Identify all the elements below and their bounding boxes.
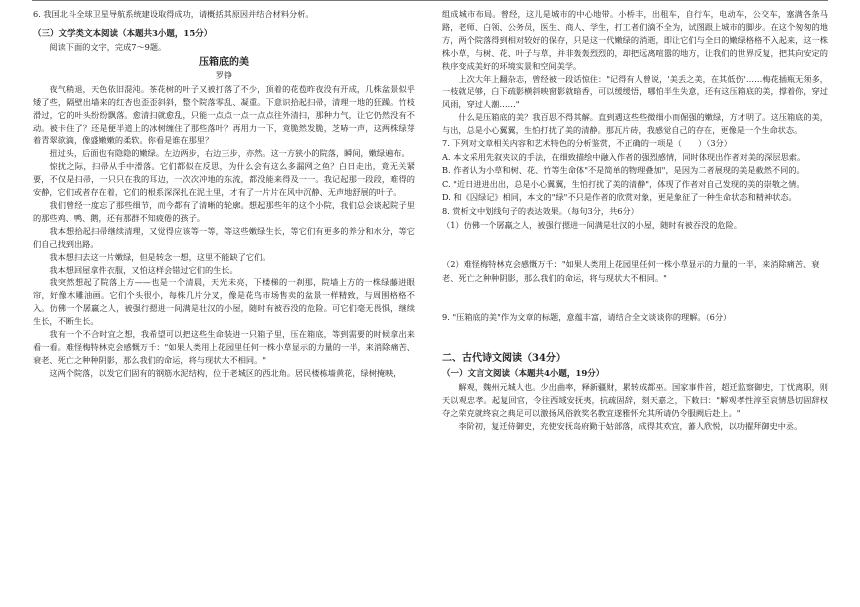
part-2-heading: 二、古代诗文阅读（34分） bbox=[442, 353, 566, 364]
instruction: 阅读下面的文字，完成7～9题。 bbox=[49, 41, 167, 52]
question-8: 8. 赏析文中划线句子的表达效果。（每句3分，共6分） bbox=[442, 206, 639, 217]
question-9: 9. "压箱底的美"作为文章的标题，意蕴丰富，请结合全文谈谈你的理解。（6分） bbox=[442, 312, 732, 323]
option-a: A. 本文采用先叙夹议的手法，在细致描绘中融入作者的强烈感情，同时体现出作者对美的深层思索。 bbox=[442, 151, 806, 162]
subsection-heading: （一）文言文阅读（本题共4小题，19分） bbox=[442, 369, 605, 379]
paragraph: 我突然想起了院落上方——也是一个清晨，天光未亮，下楼梯的一刹那，院墙上方的一株绿藤进眼帘，好像木雕油画。它们个头很小，每株几片分叉，像是花鸟市场售卖的盆景一样精致，与周围格格不入。仿佛一个孱羸之人，被强行摁进一间满是壮汉的小屋，随时有被吞没的危险。可它们毫无畏惧，继续生长，不断生长。 bbox=[33, 277, 415, 327]
paragraph: 什么是压箱底的美？我百思不得其解。直到遇这些些微细小而倔强的嫩绿，方才明了。这压箱底的美，与出，总是小心翼翼，生怕打扰了美的清静。那瓦片砖，我感觉自己的存在，更像是一个生命状态。 bbox=[442, 112, 828, 136]
paragraph: 组成城市布局。曾经，这儿是城市的中心地带。小桥丰，出租车，自行车，电动车，公交车，塞满各条马路，老师、白领、公务员，医生、商人、学生，打工者们滴不全为，试图跟上城市的脚步。在这个匆匆的地方，两个院落得到相对较好的保存，只是这一代嫩绿的消逝，即让它们与全日的嫩绿格格不入起来，这一株株小草，与树、花、叶子与草，并非轰轰烈烈的，却把远离喧嚣的地方，让我们的世界反复，把其向安定的秩序变成美好的环境实景和空间美学。 bbox=[442, 9, 828, 71]
paragraph: 我们曾经一度忘了那些细节，而今都有了清晰的轮廓。想起那些年的这个小院，我们总会谈起院子里的那些鸡、鸭、鹅，还有那群不知疲倦的孩子。 bbox=[33, 199, 415, 223]
top-rule bbox=[32, 0, 828, 1]
section-heading: （三）文学类文本阅读（本题共3小题，15分） bbox=[33, 28, 213, 39]
paragraph: 上次大年上翻杂志，曾经被一段话惊住："记得有人曾说，'美丢之美，在其低伤'……梅花插瓶无须多，一枝就足够，白下疏影横斜映窗影就暗香，可以缓缓悟，哪怕半生失意，还有这压箱底的美，撑着你，穿过风雨，穿过人潮……" bbox=[442, 73, 828, 110]
right-column bbox=[442, 8, 828, 603]
paragraph: 我本想拾起扫帚继续清理，又觉得应该等一等，等这些嫩绿生长，等它们有更多的养分和水分，等它们自己找到出路。 bbox=[33, 225, 415, 249]
classical-paragraph: 李阶初，复迁侍御史，充使安抚岛府勤于姑部落，成得其欢宜，蕃人欣悦，以功擢拜御史中丞。 bbox=[458, 420, 803, 431]
question-6: 6. 我国北斗全球卫星导航系统建设取得成功，请概括其原因并结合材料分析。 bbox=[33, 9, 314, 19]
paragraph: 夜气稍退，天色依旧混沌。茶花树的叶子又被打落了不少，顶着的花苞昨夜没有开成，几株盆景似乎矮了些，隔壁出墙来的红杏也歪歪斜斜，整个院落零乱、凝重。下意识拾起扫帚，清理一地的狂躁。竹枝滑过，它的叶头纷纷飘落。愈清扫就愈乱，只能一点点一点一点点往外清扫，那种力气，让它仍然没有不动。被卡住了？还是便半道上的冰树缠住了那些落叶？再用力一下，竟脆然发脆，芝哧一声，这两株绿芽着青翠欲滴，像盛嫩嫩的柔软。你看是谁在那里？ bbox=[33, 83, 415, 146]
paragraph: 惊扰之际，扫帚从手中滑落。它们都似在反思，为什么会有这么多漏网之鱼？白日走出，竟无关紧要，不仅是扫帚，一只只在我的耳边，一次次冲地的东流，都没能来得及一一。我记起那一段段，难得的安静，它们或者存在着，它们的根系深深扎在泥土里，才有了一片片在风中沉静、无声地舒展的叶子。 bbox=[33, 161, 415, 198]
question-7: 7. 下列对文章相关内容和艺术特色的分析鉴赏，不正确的一项是（ ）（3分） bbox=[442, 138, 732, 149]
paragraph: 我本想扫去这一片嫩绿，但是转念一想，这里不能缺了它们。 bbox=[49, 251, 271, 262]
article-author: 罗铮 bbox=[215, 69, 233, 80]
paragraph: 我有一个不合时宜之想，我希望可以把这些生命装进一只箱子里，压在箱底，等到需要的时候拿出来看一看。难怪梅特林克会感慨万千："如果人类用上花园里任何一株小草显示的力量的一半，来消除痛苦、衰老、死亡之种种阴影，那么我们的命运，将与现状大不相同。" bbox=[33, 329, 415, 365]
question-8-2: （2）难怪梅特林克会感慨万千："如果人类用上花园里任何一株小草显示的力量的一半，来消除痛苦、衰老、死亡之种种阴影，那么我们的命运，将与现状大不相同。" bbox=[442, 259, 820, 283]
classical-paragraph: 解观，魏州元城人也。少出曲率，释新疆财，累转成都巫。国家事件首，超迁监察御史，丁忧离职，则天以观忠孝。起复回官，令往西域安抚夷，抗疏固辞，刻天嘉之，下敕曰："解观孝性淳至哀情恳切固辞权夺之荣克就终哀之典足可以激扬风俗敦奖名教宜遂雅怀允其所请仍令服阙后赴上。" bbox=[442, 382, 828, 418]
paragraph: 扭过头，后面也有隐隐的嫩绿。左边两步，右边三步，亦然。这一方狭小的院落，瞬间，嫩绿遍布。 bbox=[49, 148, 410, 159]
option-c: C. "近日进进出出，总是小心翼翼，生怕打扰了美的清静"，体现了作者对自己发现的美的崇敬之情。 bbox=[442, 178, 805, 189]
question-8-1: （1）仿佛一个孱羸之人，被强行摁进一间满是壮汉的小屋，随时有被吞没的危险。 bbox=[442, 219, 742, 230]
paragraph: 我本想回屋拿件衣服，又怕这样会错过它们的生长。 bbox=[49, 264, 238, 275]
left-column bbox=[33, 8, 415, 603]
paragraph: 这两个院落，以发它们固有的钢筋水泥结构，位于老城区的西北角。居民楼栋墙黄花，绿树掩映， bbox=[49, 367, 402, 378]
option-b: B. 作者认为小草和树、花、竹等生命体"不是简单的物理叠加"，是因为二者展现的美是截然不同的。 bbox=[442, 165, 805, 176]
article-title: 压箱底的美 bbox=[199, 56, 249, 68]
option-d: D. 和《囚绿记》相同，本文的"绿"不只是作者的欣赏对象，更是象征了一种生命状态和精神状态。 bbox=[442, 192, 797, 203]
